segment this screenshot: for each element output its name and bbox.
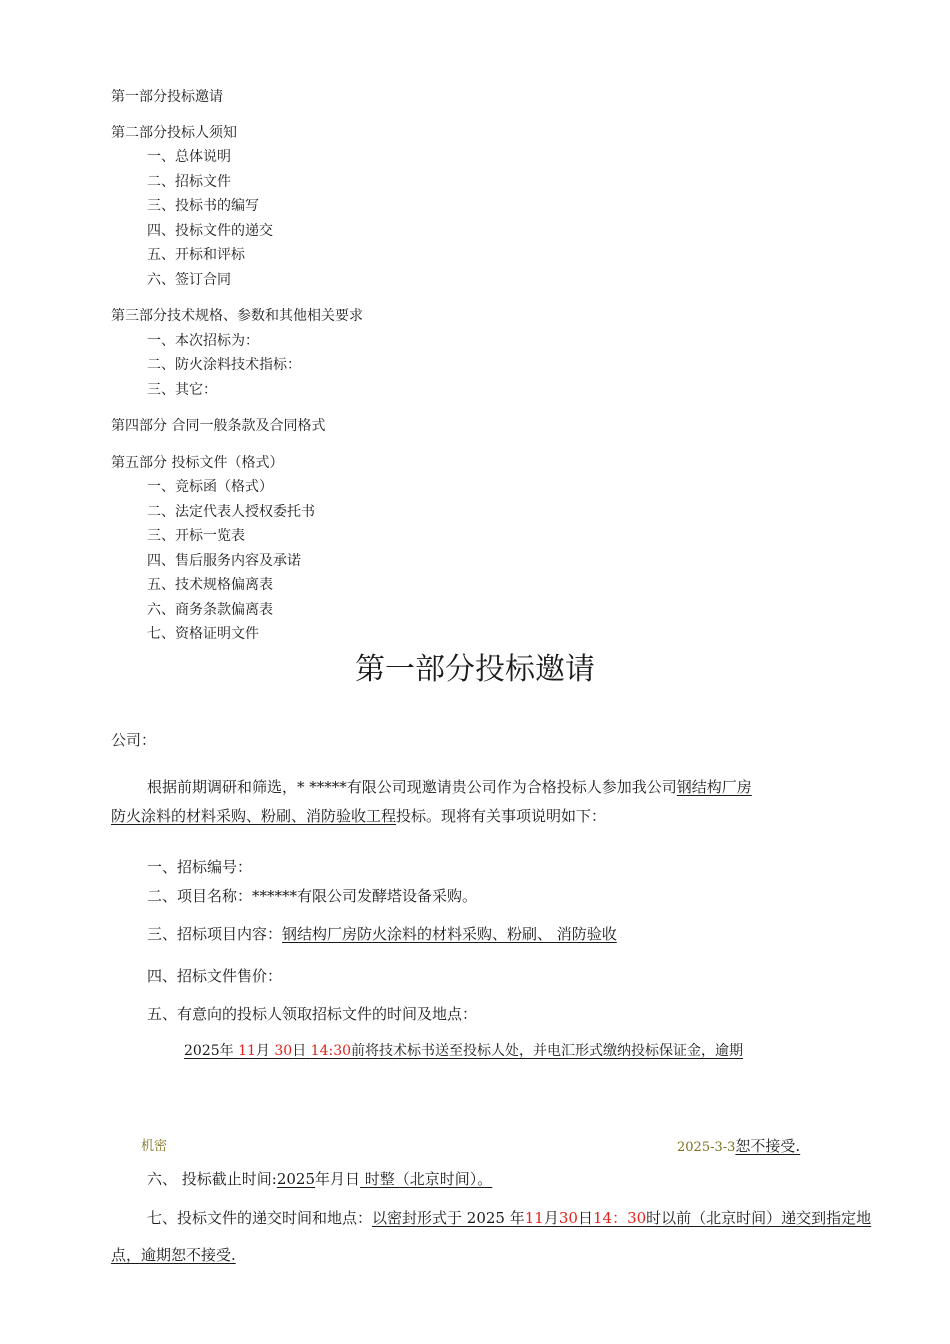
submission-month: 11 — [524, 1209, 544, 1227]
submission-time: 14：30 — [592, 1209, 647, 1227]
item-submission — [147, 1208, 871, 1228]
detail-rest: 前将技术标书送至投标人处，并电汇形式缴纳投标保证金，逾期 — [351, 1043, 744, 1059]
toc-part5-item: 五、技术规格偏离表 — [147, 577, 273, 593]
salutation: 公司： — [111, 731, 157, 749]
intro-text: 投标。现将有关事项说明如下： — [396, 807, 607, 825]
intro-line1 — [147, 777, 752, 797]
year-unit: 年 — [509, 1209, 525, 1227]
footer-date: 2025-3-3 — [677, 1140, 736, 1155]
project-name-underlined: 钢结构厂房 — [676, 778, 752, 796]
section-title: 第一部分投标邀请 — [355, 652, 595, 687]
toc-part2-item: 五、开标和评标 — [147, 247, 245, 263]
project-scope-underlined: 防火涂料的材料采购、粉刷、消防验收工程 — [111, 807, 397, 825]
item-label: 三、招标项目内容： — [147, 925, 283, 943]
toc-part5-item: 七、资格证明文件 — [147, 626, 259, 642]
footer-date-line — [677, 1136, 800, 1158]
submission-year: 2025 — [462, 1209, 510, 1227]
toc-part3-item: 三、其它： — [147, 382, 217, 398]
item-project-name: 二、项目名称：******有限公司发酵塔设备采购。 — [147, 887, 478, 905]
day-unit: 日 — [577, 1209, 593, 1227]
submission-day: 30 — [558, 1209, 578, 1227]
toc-part3-item: 一、本次招标为： — [147, 333, 259, 349]
toc-part2-item: 一、总体说明 — [147, 149, 231, 165]
year: 2025 — [184, 1043, 220, 1059]
deadline-time: 时整（北京时间）。 — [360, 1170, 493, 1188]
item-project-content — [147, 924, 617, 944]
toc-part2-item: 四、投标文件的递交 — [147, 223, 273, 239]
toc-part4: 第四部分 合同一般条款及合同格式 — [111, 418, 326, 434]
item-submission-line2: 点，逾期恕不接受. — [111, 1246, 236, 1264]
toc-part5-item: 三、开标一览表 — [147, 528, 245, 544]
item-label: 七、投标文件的递交时间和地点： — [147, 1209, 373, 1227]
intro-line2 — [111, 806, 606, 826]
deadline-year: 2025 — [276, 1170, 316, 1188]
item-deadline — [147, 1169, 492, 1189]
confidential-label: 机密 — [141, 1139, 168, 1154]
toc-part3: 第三部分技术规格、参数和其他相关要求 — [111, 308, 363, 324]
toc-part5: 第五部分 投标文件（格式） — [111, 455, 284, 471]
intro-text: 根据前期调研和筛选，* *****有限公司现邀请贵公司作为合格投标人参加我公司 — [147, 778, 677, 796]
item-label: 六、 投标截止时间: — [147, 1170, 277, 1188]
toc-part5-item: 一、竞标函（格式） — [147, 479, 273, 495]
submission-text: 时以前（北京时间）递交到指定地 — [646, 1209, 872, 1227]
month: 11 — [238, 1043, 256, 1059]
item-bid-number: 一、招标编号： — [147, 858, 253, 876]
day: 30 — [274, 1043, 293, 1059]
month-unit: 月 — [255, 1043, 270, 1059]
submission-text: 以密封形式于 — [372, 1209, 463, 1227]
month-unit: 月 — [543, 1209, 559, 1227]
time: 14:30 — [310, 1043, 352, 1059]
toc-part1: 第一部分投标邀请 — [111, 89, 223, 105]
toc-part2-item: 六、签订合同 — [147, 272, 231, 288]
toc-part5-item: 四、售后服务内容及承诺 — [147, 553, 301, 569]
submission-detail — [372, 1209, 871, 1227]
day-unit: 日 — [292, 1043, 307, 1059]
item-doc-price: 四、招标文件售价： — [147, 967, 283, 985]
toc-part5-item: 二、法定代表人授权委托书 — [147, 504, 315, 520]
item-doc-collect-detail — [184, 1041, 743, 1061]
toc-part2-item: 二、招标文件 — [147, 174, 231, 190]
year-unit: 年 — [219, 1043, 234, 1059]
item-value: 钢结构厂房防火涂料的材料采购、粉刷、 消防验收 — [282, 925, 617, 943]
toc-part2: 第二部分投标人须知 — [111, 125, 237, 141]
footer-date-tail: 恕不接受. — [735, 1137, 801, 1155]
item-doc-collect: 五、有意向的投标人领取招标文件的时间及地点： — [147, 1005, 478, 1023]
toc-part2-item: 三、投标书的编写 — [147, 198, 259, 214]
toc-part5-item: 六、商务条款偏离表 — [147, 602, 273, 618]
toc-part3-item: 二、防火涂料技术指标： — [147, 357, 301, 373]
deadline-date: 年月日 — [315, 1170, 361, 1188]
